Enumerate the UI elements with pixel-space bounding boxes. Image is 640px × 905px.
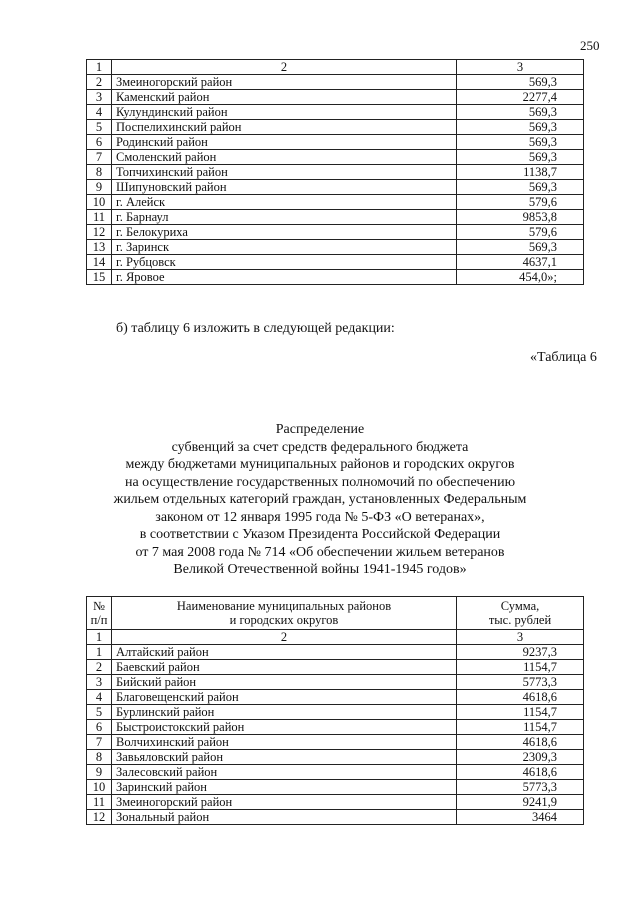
title-line: в соответствии с Указом Президента Российской Федерации xyxy=(139,527,501,542)
title-line: субвенций за счет средств федерального бюджета xyxy=(171,439,469,455)
row-sum: 4618,6 xyxy=(457,735,584,750)
table-row xyxy=(87,105,584,120)
table-row xyxy=(87,690,584,705)
table-row xyxy=(87,675,584,690)
table-row xyxy=(87,750,584,765)
table-row xyxy=(87,270,584,285)
row-name: Залесовский район xyxy=(112,765,457,780)
col-index-2: 2 xyxy=(112,60,457,75)
table-row xyxy=(87,210,584,225)
row-sum: 569,3 xyxy=(457,180,584,195)
row-name: Благовещенский район xyxy=(112,690,457,705)
row-sum: 1138,7 xyxy=(457,165,584,180)
row-name: Шипуновский район xyxy=(112,180,457,195)
table-row xyxy=(87,810,584,825)
page-number: 250 xyxy=(580,38,600,53)
table-row xyxy=(87,90,584,105)
col-index-2: 2 xyxy=(112,630,457,645)
row-name: Змеиногорский район xyxy=(112,795,457,810)
row-sum: 569,3 xyxy=(457,150,584,165)
title-line: законом от 12 января 1995 года № 5-ФЗ «О ветеранах», xyxy=(155,509,485,525)
row-number: 10 xyxy=(87,780,112,795)
table-row xyxy=(87,75,584,90)
row-number: 3 xyxy=(87,90,112,105)
row-sum: 569,3 xyxy=(457,135,584,150)
table-row xyxy=(87,705,584,720)
header-sum-line2: тыс. рублей xyxy=(488,613,552,627)
row-sum: 569,3 xyxy=(457,240,584,255)
instruction-text: б) таблицу 6 изложить в следующей редакции: xyxy=(116,321,395,336)
row-sum: 9237,3 xyxy=(457,645,584,660)
row-number: 9 xyxy=(87,765,112,780)
row-name: г. Белокуриха xyxy=(112,225,457,240)
row-sum: 4618,6 xyxy=(457,690,584,705)
table-row xyxy=(87,735,584,750)
header-name-line1: Наименование муниципальных районов xyxy=(176,599,392,613)
row-sum: 9853,8 xyxy=(457,210,584,225)
row-number: 5 xyxy=(87,120,112,135)
row-name: Каменский район xyxy=(112,90,457,105)
row-number: 7 xyxy=(87,735,112,750)
table-row xyxy=(87,240,584,255)
row-sum: 454,0»; xyxy=(457,270,584,285)
row-sum: 1154,7 xyxy=(457,660,584,675)
table-row xyxy=(87,765,584,780)
row-name: Родинский район xyxy=(112,135,457,150)
row-name: г. Алейск xyxy=(112,195,457,210)
table-row xyxy=(87,180,584,195)
table-row xyxy=(87,720,584,735)
row-number: 14 xyxy=(87,255,112,270)
table-row xyxy=(87,225,584,240)
row-number: 4 xyxy=(87,105,112,120)
row-sum: 569,3 xyxy=(457,75,584,90)
row-number: 5 xyxy=(87,705,112,720)
row-number: 12 xyxy=(87,225,112,240)
row-name: Змеиногорский район xyxy=(112,75,457,90)
row-name: г. Заринск xyxy=(112,240,457,255)
row-sum: 4618,6 xyxy=(457,765,584,780)
row-number: 7 xyxy=(87,150,112,165)
title-heading: Распределение xyxy=(275,422,365,437)
row-name: Баевский район xyxy=(112,660,457,675)
header-name xyxy=(112,597,457,630)
row-sum: 2309,3 xyxy=(457,750,584,765)
row-number: 2 xyxy=(87,75,112,90)
row-sum: 1154,7 xyxy=(457,705,584,720)
row-name: Завьяловский район xyxy=(112,750,457,765)
row-name: Смоленский район xyxy=(112,150,457,165)
title-line: между бюджетами муниципальных районов и городских округов xyxy=(125,457,515,472)
row-sum: 569,3 xyxy=(457,120,584,135)
table-row xyxy=(87,255,584,270)
row-name: Заринский район xyxy=(112,780,457,795)
row-number: 13 xyxy=(87,240,112,255)
row-name: Быстроистокский район xyxy=(112,720,457,735)
row-name: Бурлинский район xyxy=(112,705,457,720)
row-name: Бийский район xyxy=(112,675,457,690)
table-header-row xyxy=(87,597,584,630)
header-sum xyxy=(457,597,584,630)
row-name: Поспелихинский район xyxy=(112,120,457,135)
row-number: 6 xyxy=(87,720,112,735)
row-number: 9 xyxy=(87,180,112,195)
row-number: 3 xyxy=(87,675,112,690)
col-index-3: 3 xyxy=(457,630,584,645)
table-row xyxy=(87,660,584,675)
row-name: г. Яровое xyxy=(112,270,457,285)
table-index-row xyxy=(87,60,584,75)
row-number: 12 xyxy=(87,810,112,825)
table-label: «Таблица 6 xyxy=(530,350,597,365)
row-name: г. Барнаул xyxy=(112,210,457,225)
bottom-table xyxy=(86,596,584,825)
row-sum: 9241,9 xyxy=(457,795,584,810)
row-sum: 5773,3 xyxy=(457,675,584,690)
top-table xyxy=(86,59,584,285)
row-name: г. Рубцовск xyxy=(112,255,457,270)
table-row xyxy=(87,135,584,150)
row-sum: 3464 xyxy=(457,810,584,825)
row-number: 2 xyxy=(87,660,112,675)
row-name: Зональный район xyxy=(112,810,457,825)
table-row xyxy=(87,165,584,180)
row-number: 8 xyxy=(87,750,112,765)
table-row xyxy=(87,780,584,795)
row-number: 11 xyxy=(87,795,112,810)
col-index-3: 3 xyxy=(457,60,584,75)
row-number: 11 xyxy=(87,210,112,225)
row-name: Алтайский район xyxy=(112,645,457,660)
row-sum: 569,3 xyxy=(457,105,584,120)
document-title xyxy=(60,421,580,579)
row-sum: 579,6 xyxy=(457,195,584,210)
table-row xyxy=(87,645,584,660)
header-sum-line1: Сумма, xyxy=(500,599,540,613)
title-line: Великой Отечественной войны 1941-1945 годов» xyxy=(173,562,467,577)
row-number: 15 xyxy=(87,270,112,285)
row-sum: 4637,1 xyxy=(457,255,584,270)
table-row xyxy=(87,150,584,165)
row-sum: 5773,3 xyxy=(457,780,584,795)
row-name: Кулундинский район xyxy=(112,105,457,120)
row-sum: 1154,7 xyxy=(457,720,584,735)
row-sum: 579,6 xyxy=(457,225,584,240)
title-line: от 7 мая 2008 года № 714 «Об обеспечении жильем ветеранов xyxy=(135,544,505,560)
table-row xyxy=(87,795,584,810)
header-number-line2: п/п xyxy=(90,613,108,627)
header-number-line1: № xyxy=(93,599,105,613)
row-number: 10 xyxy=(87,195,112,210)
table-index-row xyxy=(87,630,584,645)
col-index-1: 1 xyxy=(87,60,112,75)
col-index-1: 1 xyxy=(87,630,112,645)
title-line: жильем отдельных категорий граждан, установленных Федеральным xyxy=(113,492,527,507)
row-number: 4 xyxy=(87,690,112,705)
row-name: Топчихинский район xyxy=(112,165,457,180)
row-number: 6 xyxy=(87,135,112,150)
header-number xyxy=(87,597,112,630)
row-number: 8 xyxy=(87,165,112,180)
row-number: 1 xyxy=(87,645,112,660)
table-row xyxy=(87,195,584,210)
row-sum: 2277,4 xyxy=(457,90,584,105)
header-name-line2: и городских округов xyxy=(229,613,339,627)
row-name: Волчихинский район xyxy=(112,735,457,750)
title-line: на осуществление государственных полномочий по обеспечению xyxy=(124,474,516,490)
table-row xyxy=(87,120,584,135)
